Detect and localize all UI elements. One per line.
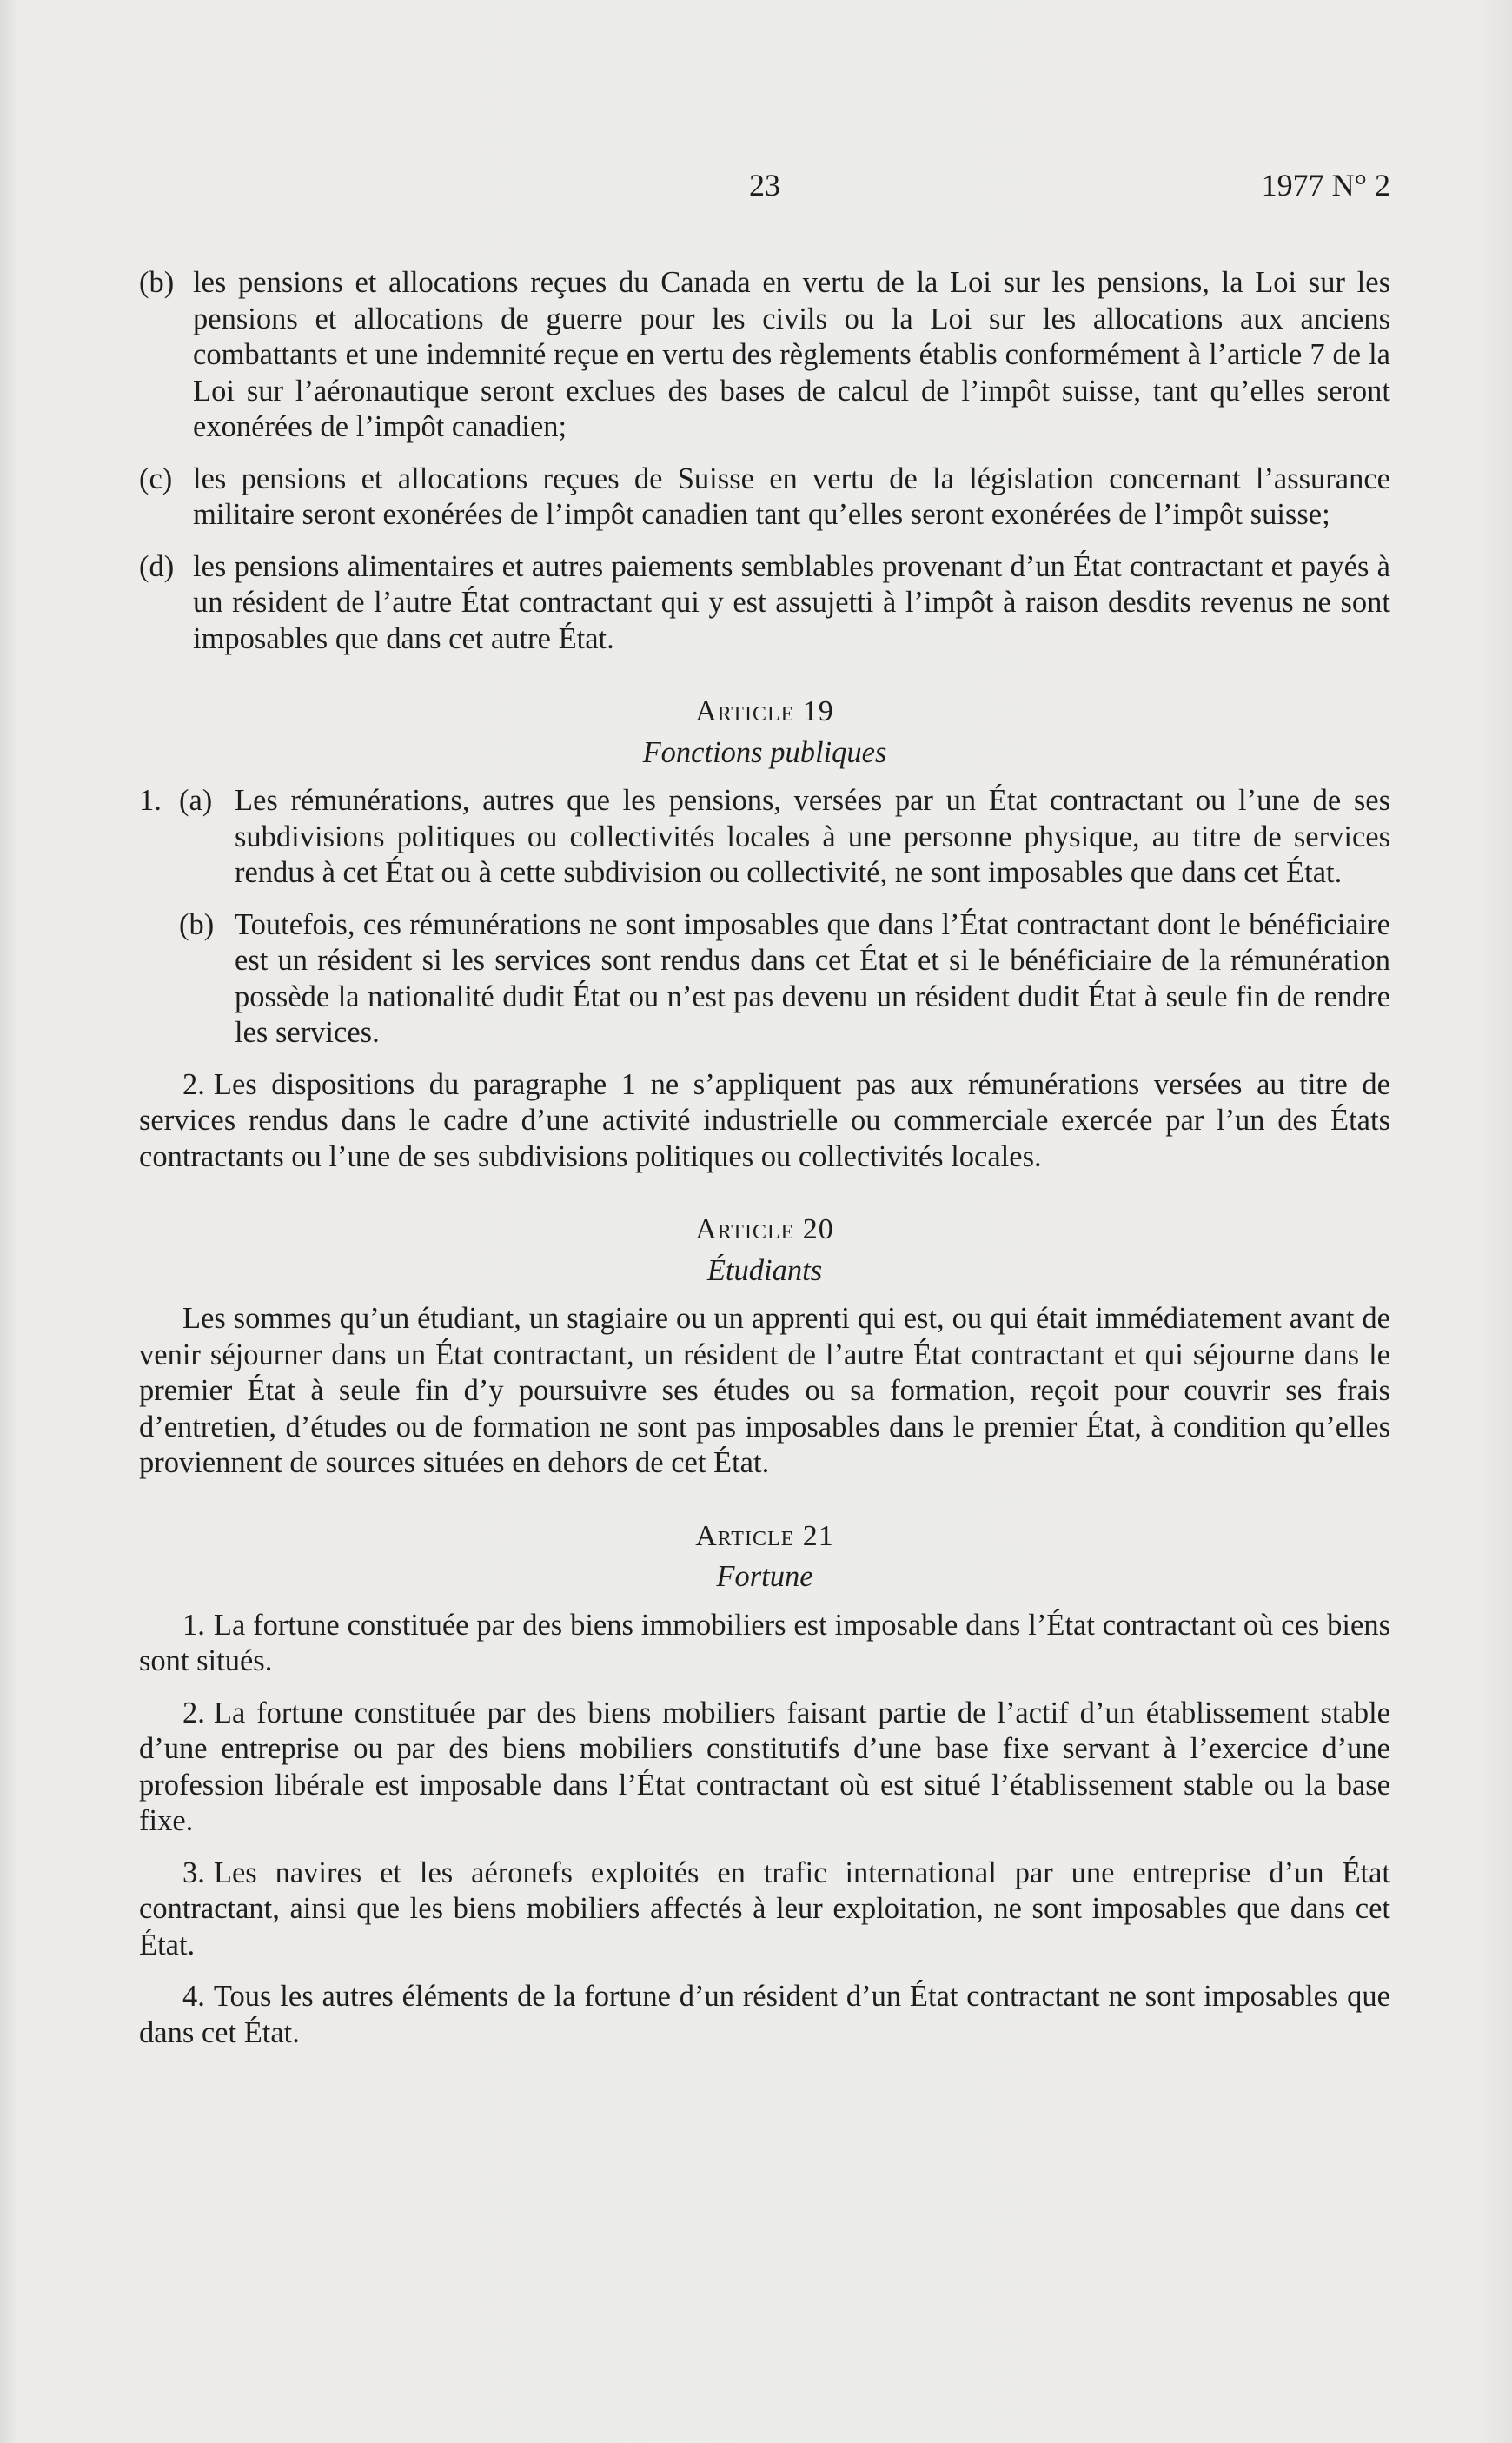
article-19-heading: Article 19 <box>695 695 834 727</box>
article-21-paragraph-4 <box>139 1979 1390 2051</box>
article-21-paragraph-2 <box>139 1696 1390 1840</box>
item-label: (c) <box>139 461 173 495</box>
article-21-paragraph-3 <box>139 1855 1390 1964</box>
item-text: les pensions et allocations reçues du Canada en vertu de la Loi sur les pensions, la Loi sur les pensions et allocations de guerre pour les civils ou la Loi sur les allocations aux anciens combattants et une indemnité reçue en vertu des règlements établis conformément à l’article 7 de la Loi sur l’aéronautique seront exclues des bases de calcul de l’impôt suisse, tant qu’elles seront exonérées de l’impôt canadien; <box>193 266 1390 443</box>
article-19-title: Fonctions publiques <box>642 735 887 769</box>
page-number: 23 <box>749 168 780 202</box>
article-19-paragraph-1a <box>139 783 1390 892</box>
item-label: (b) <box>179 907 215 941</box>
paragraph-text: La fortune constituée par des biens mobiliers faisant partie de l’actif d’un établissement stable d’une entreprise ou par des biens mobiliers constitutifs d’une base fixe servant à l’exercice d’une profession libérale est imposable dans l’État contractant où est situé l’établissement stable ou la base fixe. <box>139 1696 1390 1837</box>
item-text: Toutefois, ces rémunérations ne sont imposables que dans l’État contractant dont le bénéficiaire est un résident si les services sont rendus dans cet État et si le bénéficiaire de la rémunération possède la nationalité dudit État ou n’est pas devenu un résident dudit État à seule fin de rendre les services. <box>235 907 1390 1049</box>
paragraph-number: 1. <box>139 784 162 817</box>
list-item <box>139 461 1390 534</box>
list-item <box>139 265 1390 446</box>
item-text: les pensions alimentaires et autres paiements semblables provenant d’un État contractant et payés à un résident de l’autre État contractant qui y est assujetti à l’impôt à raison desdits revenus ne sont imposables que dans cet autre État. <box>193 549 1390 655</box>
paragraph-number: 4. <box>182 1980 205 2013</box>
item-label: (b) <box>139 266 175 299</box>
document-body <box>139 265 1390 2067</box>
list-item <box>139 549 1390 658</box>
item-label: (d) <box>139 549 175 583</box>
paragraph-text: La fortune constituée par des biens immobiliers est imposable dans l’État contractant où ces biens sont situés. <box>139 1608 1390 1677</box>
article-19-paragraph-2 <box>139 1067 1390 1176</box>
paragraph-text: Les dispositions du paragraphe 1 ne s’appliquent pas aux rémunérations versées au titre de services rendus dans le cadre d’une activité industrielle ou commerciale exercée par l’un des États contractants ou l’une de ses subdivisions politiques ou collectivités locales. <box>139 1067 1390 1173</box>
paragraph-text: Les navires et les aéronefs exploités en trafic international par une entreprise d’un État contractant, ainsi que les biens mobiliers affectés à leur exploitation, ne sont imposables que dans cet État. <box>139 1855 1390 1962</box>
article-20-paragraph: Les sommes qu’un étudiant, un stagiaire ou un apprenti qui est, ou qui était immédiatement avant de venir séjourner dans un État contractant, un résident de l’autre État contractant et qui séjourne dans le premier État à seule fin d’y poursuivre ses études ou sa formation, reçoit pour couvrir ses frais d’entretien, d’études ou de formation ne sont pas imposables dans le premier État, à condition qu’elles proviennent de sources situées en dehors de cet État. <box>139 1302 1390 1479</box>
article-20-heading: Article 20 <box>695 1213 834 1245</box>
paragraph-number: 1. <box>182 1608 205 1642</box>
paragraph-number: 2. <box>182 1067 205 1101</box>
article-21-title: Fortune <box>716 1560 813 1593</box>
item-text: Les rémunérations, autres que les pensions, versées par un État contractant ou l’une de ses subdivisions politiques ou collectivités locales à une personne physique, au titre de services rendus à cet État ou à cette subdivision ou collectivité, ne sont imposables que dans cet État. <box>235 784 1390 889</box>
item-text: les pensions et allocations reçues de Suisse en vertu de la législation concernant l’assurance militaire seront exonérées de l’impôt canadien tant qu’elles seront exonérées de l’impôt suisse; <box>193 461 1390 531</box>
year-number: 1977 N° 2 <box>1261 168 1390 202</box>
article-20-title: Étudiants <box>706 1253 823 1287</box>
article-19-paragraph-1b <box>139 907 1390 1052</box>
paragraph-number: 2. <box>182 1696 205 1729</box>
item-label: (a) <box>179 784 213 817</box>
paragraph-text: Tous les autres éléments de la fortune d’un résident d’un État contractant ne sont imposables que dans cet État. <box>139 1980 1390 2049</box>
page-header <box>139 167 1390 210</box>
article-21-heading: Article 21 <box>695 1519 834 1552</box>
paragraph-number: 3. <box>182 1855 205 1889</box>
article-21-paragraph-1 <box>139 1608 1390 1680</box>
